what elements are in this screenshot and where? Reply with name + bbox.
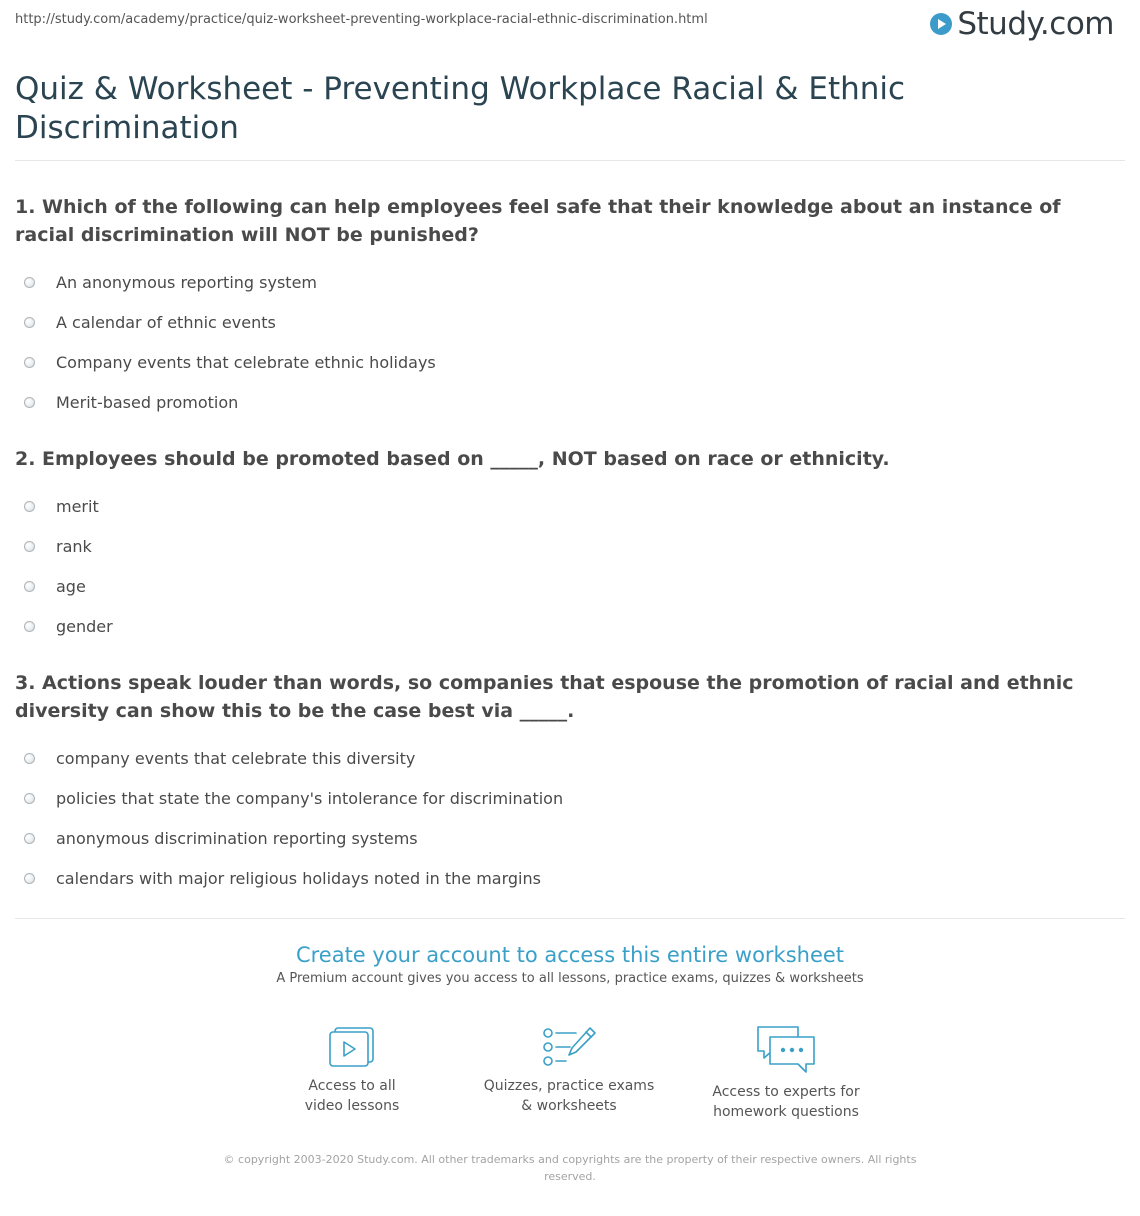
quiz-checklist-icon: [540, 1024, 598, 1070]
page-title: Quiz & Worksheet - Preventing Workplace Racial & Ethnic Discrimination: [15, 71, 906, 146]
copyright-footer: © copyright 2003-2020 Study.com. All other trademarks and copyrights are the property of their respective owners. All rights reserved.: [223, 1153, 917, 1183]
answer-option[interactable]: [15, 858, 1125, 898]
study-logo[interactable]: [929, 6, 1114, 42]
feature-label: Access to experts for homework questions: [712, 1084, 860, 1120]
play-logo-icon: [929, 12, 953, 36]
answer-option[interactable]: [15, 818, 1125, 858]
worksheet-page: [15, 0, 1125, 1183]
feature-quizzes: [479, 1024, 659, 1116]
radio-button[interactable]: [24, 541, 35, 552]
promo-subtitle: A Premium account gives you access to all lessons, practice exams, quizzes & worksheets: [276, 971, 864, 986]
radio-button[interactable]: [24, 873, 35, 884]
radio-button[interactable]: [24, 581, 35, 592]
radio-button[interactable]: [24, 357, 35, 368]
video-lesson-icon: [325, 1024, 379, 1070]
question-3: [15, 669, 1125, 898]
answer-label: An anonymous reporting system: [56, 272, 317, 292]
question-1: [15, 193, 1125, 422]
radio-button[interactable]: [24, 501, 35, 512]
answer-option[interactable]: [15, 302, 1125, 342]
radio-button[interactable]: [24, 277, 35, 288]
question-text: 2. Employees should be promoted based on _____, NOT based on race or ethnicity.: [15, 448, 890, 470]
answer-option[interactable]: [15, 486, 1125, 526]
answer-label: gender: [56, 616, 113, 636]
answer-label: Company events that celebrate ethnic holidays: [56, 352, 436, 372]
title-divider: [15, 160, 1125, 161]
feature-experts: [696, 1024, 876, 1122]
answer-label: A calendar of ethnic events: [56, 312, 276, 332]
answer-label: anonymous discrimination reporting systems: [56, 828, 418, 848]
top-bar: [15, 0, 1125, 50]
page-url: http://study.com/academy/practice/quiz-worksheet-preventing-workplace-racial-ethnic-discrimination.html: [15, 12, 708, 27]
answer-option[interactable]: [15, 382, 1125, 422]
answer-label: Merit-based promotion: [56, 392, 239, 412]
answer-option[interactable]: [15, 342, 1125, 382]
answer-options: [15, 486, 1125, 646]
radio-button[interactable]: [24, 793, 35, 804]
answer-option[interactable]: [15, 738, 1125, 778]
answer-label: merit: [56, 496, 99, 516]
feature-label: Access to all video lessons: [304, 1078, 400, 1114]
radio-button[interactable]: [24, 317, 35, 328]
radio-button[interactable]: [24, 833, 35, 844]
answer-label: rank: [56, 536, 92, 556]
brand-name: Study.com: [957, 6, 1114, 42]
answer-option[interactable]: [15, 526, 1125, 566]
answer-label: company events that celebrate this diversity: [56, 748, 416, 768]
answer-label: policies that state the company's intolerance for discrimination: [56, 788, 564, 808]
answer-option[interactable]: [15, 606, 1125, 646]
answer-option[interactable]: [15, 566, 1125, 606]
answer-options: [15, 262, 1125, 422]
answer-options: [15, 738, 1125, 898]
question-text: 1. Which of the following can help employees feel safe that their knowledge about an instance of racial discrimination will NOT be punished?: [15, 196, 1061, 246]
answer-option[interactable]: [15, 778, 1125, 818]
chat-bubbles-icon: [754, 1024, 818, 1076]
feature-label: Quizzes, practice exams & worksheets: [483, 1078, 655, 1114]
answer-option[interactable]: [15, 262, 1125, 302]
question-2: [15, 445, 1125, 646]
feature-video-lessons: [262, 1024, 442, 1116]
question-text: 3. Actions speak louder than words, so companies that espouse the promotion of racial and ethnic diversity can show this to be the case best via _____.: [15, 672, 1074, 722]
create-account-link[interactable]: Create your account to access this entire worksheet: [295, 943, 845, 967]
radio-button[interactable]: [24, 621, 35, 632]
promo-divider: [15, 918, 1125, 919]
radio-button[interactable]: [24, 753, 35, 764]
answer-label: age: [56, 576, 86, 596]
promo-section: [15, 940, 1125, 986]
answer-label: calendars with major religious holidays noted in the margins: [56, 868, 541, 888]
radio-button[interactable]: [24, 397, 35, 408]
